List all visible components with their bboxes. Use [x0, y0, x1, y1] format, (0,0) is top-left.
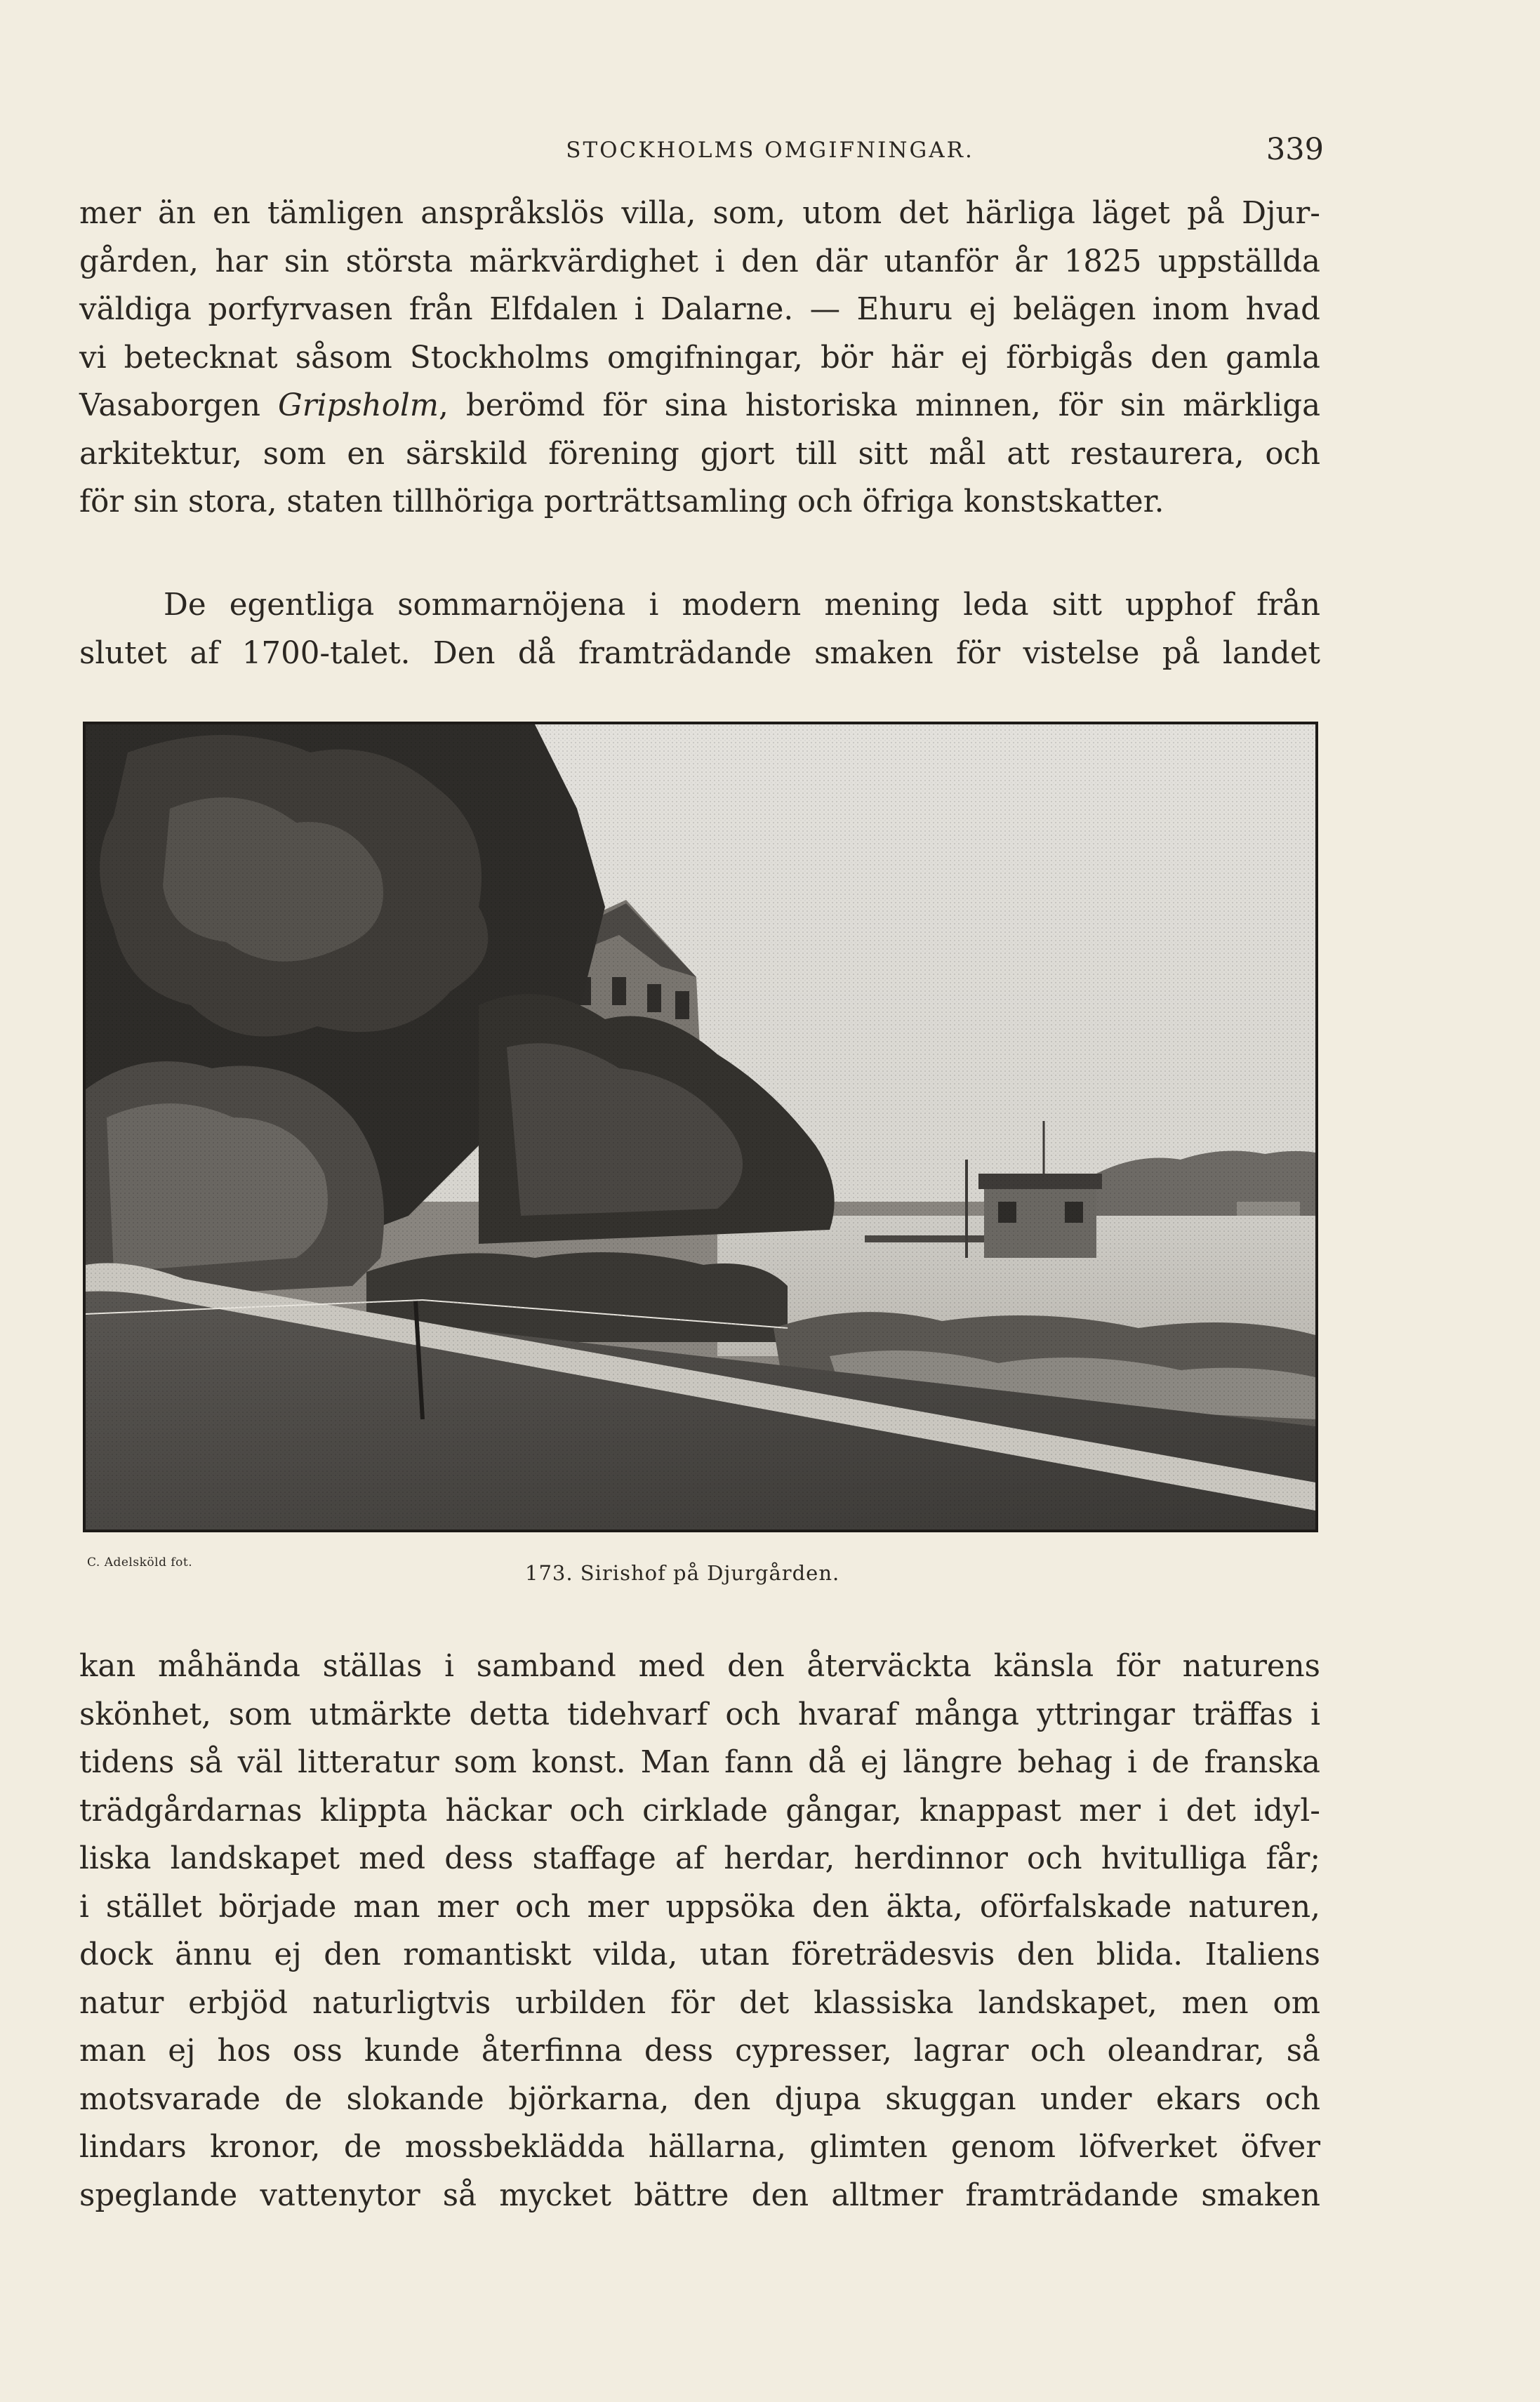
text-line: motsvarade de slokande björkarna, den djupa skuggan under ekars och — [79, 2081, 1320, 2117]
paragraph-naturen — [79, 1643, 1320, 2219]
text-line: väldiga porfyrvasen från Elfdalen i Dalarne. — Ehuru ej belägen inom hvad — [79, 292, 1320, 327]
text-fragment: , berömd för sina historiska minnen, för sin märkliga — [439, 388, 1321, 423]
text-line: tidens så väl litteratur som konst. Man fann då ej längre behag i de franska — [79, 1745, 1320, 1780]
text-line: De egentliga sommarnöjena i modern mening leda sitt upphof från — [164, 588, 1320, 623]
text-line: för sin stora, staten tillhöriga porträttsamling och öfriga konstskatter. — [79, 484, 1164, 519]
text-line: speglande vattenytor så mycket bättre den alltmer framträdande smaken — [79, 2177, 1320, 2213]
photo-credit: C. Adelsköld fot. — [87, 1555, 193, 1570]
page-number: 339 — [1266, 132, 1324, 167]
halftone-photo — [86, 724, 1315, 1530]
text-line: mer än en tämligen anspråkslös villa, som, utom det härliga läget på Djur- — [79, 196, 1320, 231]
text-fragment: Vasaborgen — [79, 388, 279, 423]
photograph-sirishof — [83, 722, 1318, 1532]
text-line: arkitektur, som en särskild förening gjort till sitt mål att restaurera, och — [79, 436, 1320, 472]
text-line: skönhet, som utmärkte detta tidehvarf och hvaraf många yttringar träffas i — [79, 1697, 1320, 1732]
italic-place-name: Gripsholm — [278, 388, 439, 423]
running-title: STOCKHOLMS OMGIFNINGAR. — [566, 138, 974, 163]
paragraph-sommarnojen — [79, 581, 1320, 677]
text-line: trädgårdarnas klippta häckar och cirklade gångar, knappast mer i det idyl- — [79, 1793, 1320, 1829]
text-line: dock ännu ej den romantiskt vilda, utan företrädesvis den blida. Italiens — [79, 1937, 1320, 1972]
text-line: natur erbjöd naturligtvis urbilden för det klassiska landskapet, men om — [79, 1985, 1320, 2021]
figure-caption: 173. Sirishof på Djurgården. — [525, 1561, 840, 1585]
text-line: lindars kronor, de mossbeklädda hällarna, glimten genom löfverket öfver — [79, 2130, 1320, 2165]
text-line: man ej hos oss kunde återfinna dess cypresser, lagrar och oleandrar, så — [79, 2033, 1320, 2069]
paragraph-villa — [79, 190, 1320, 526]
text-line: kan måhända ställas i samband med den återväckta känsla för naturens — [79, 1649, 1320, 1684]
text-line: gården, har sin största märkvärdighet i den där utanför år 1825 uppställda — [79, 244, 1320, 279]
text-line: i stället började man mer och mer uppsöka den äkta, oförfalskade naturen, — [79, 1889, 1320, 1925]
text-line: slutet af 1700-talet. Den då framträdande smaken för vistelse på landet — [79, 635, 1320, 671]
text-line: vi betecknat såsom Stockholms omgifningar, bör här ej förbigås den gamla — [79, 340, 1320, 376]
text-line: liska landskapet med dess staffage af herdar, herdinnor och hvitulliga får; — [79, 1841, 1320, 1876]
text-line — [79, 382, 1320, 430]
